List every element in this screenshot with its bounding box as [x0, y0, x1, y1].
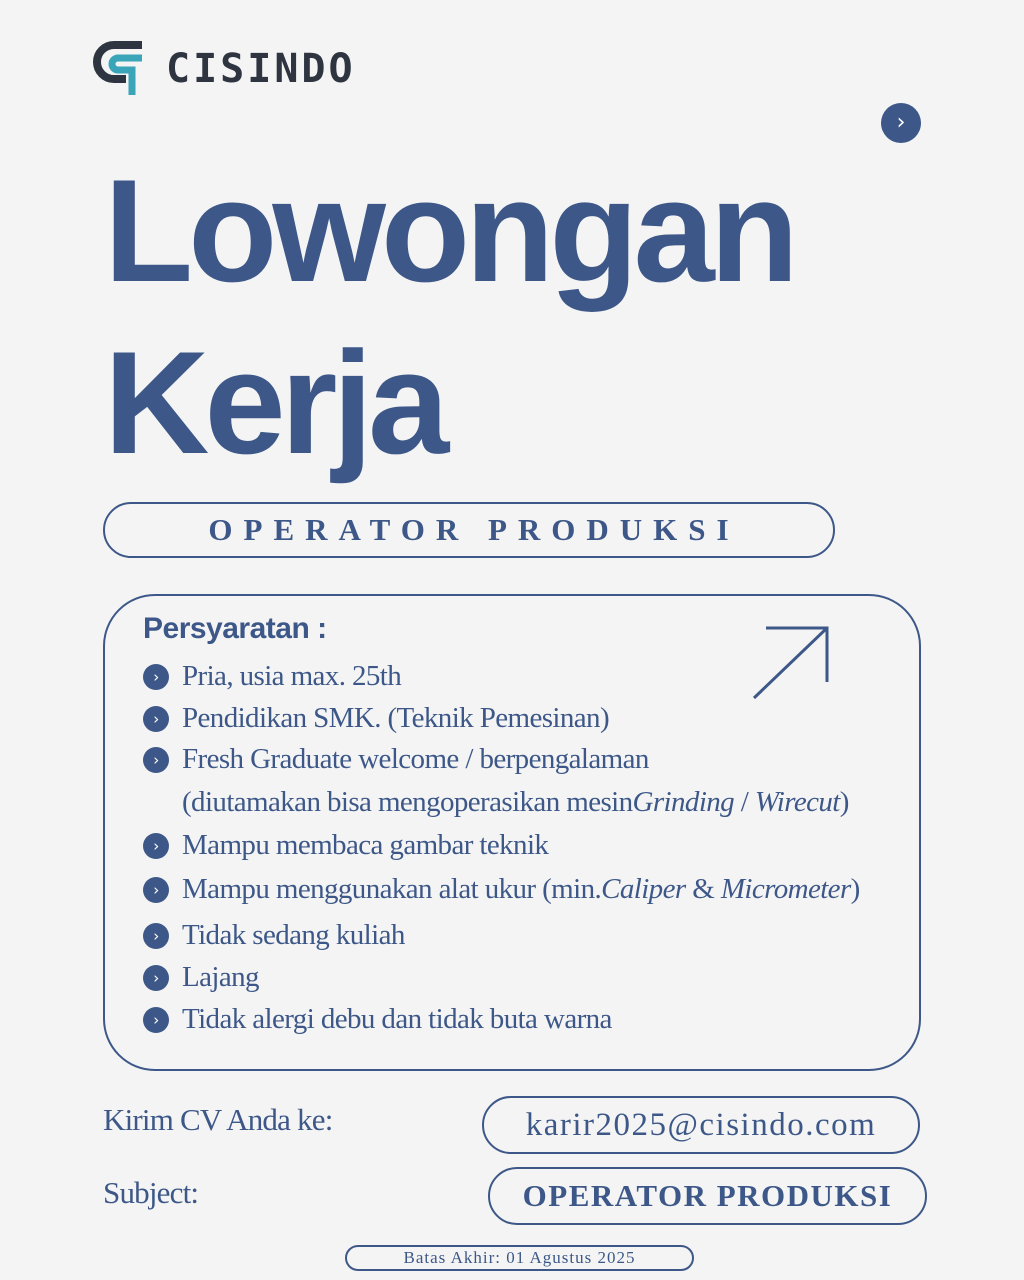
- chevron-bullet-icon: ›: [143, 923, 169, 949]
- requirement-item: [143, 697, 609, 739]
- requirement-text-part: (diutamakan bisa mengoperasikan mesin: [182, 786, 633, 818]
- cisindo-logo-icon: [92, 40, 148, 98]
- requirement-text: Tidak sedang kuliah: [182, 919, 405, 951]
- requirement-text-italic: Wirecut: [754, 786, 840, 818]
- requirement-item: [143, 655, 401, 697]
- title-line-1: Lowongan: [104, 149, 794, 312]
- chevron-bullet-icon: ›: [143, 833, 169, 859]
- chevron-bullet-icon: ›: [143, 877, 169, 903]
- requirement-item-continued: [182, 781, 849, 823]
- subject-value: OPERATOR PRODUKSI: [488, 1167, 927, 1225]
- page-title: [104, 145, 904, 489]
- deadline-badge: Batas Akhir: 01 Agustus 2025: [345, 1245, 694, 1271]
- requirement-item: [143, 956, 259, 998]
- requirement-text-part: ): [850, 873, 860, 905]
- requirement-text-italic: Caliper: [601, 873, 686, 905]
- chevron-bullet-icon: ›: [143, 1007, 169, 1033]
- subject-label: Subject:: [103, 1175, 199, 1210]
- chevron-bullet-icon: ›: [143, 747, 169, 773]
- chevron-bullet-icon: ›: [143, 965, 169, 991]
- requirement-text: Pria, usia max. 25th: [182, 660, 402, 692]
- requirement-text-part: Mampu menggunakan alat ukur (min.: [182, 873, 602, 905]
- requirement-text: Mampu membaca gambar teknik: [182, 829, 549, 861]
- brand-name: CISINDO: [166, 46, 356, 92]
- email-link[interactable]: karir2025@cisindo.com: [482, 1096, 920, 1154]
- requirement-text-italic: Micrometer: [720, 873, 851, 905]
- title-line-2: Kerja: [104, 321, 445, 484]
- requirement-text: Pendidikan SMK. (Teknik Pemesinan): [182, 702, 610, 734]
- requirement-text-part: /: [734, 786, 755, 818]
- next-button[interactable]: [881, 103, 921, 143]
- position-badge: OPERATOR PRODUKSI: [103, 502, 835, 558]
- requirement-item: [143, 914, 405, 956]
- requirement-text: Fresh Graduate welcome / berpengalaman: [182, 743, 649, 775]
- brand-logo: [92, 40, 356, 98]
- chevron-right-icon: ›: [896, 110, 906, 135]
- chevron-bullet-icon: ›: [143, 664, 169, 690]
- requirement-text: Tidak alergi debu dan tidak buta warna: [182, 1003, 612, 1035]
- requirement-text: Lajang: [182, 961, 259, 993]
- arrow-up-right-icon: [750, 622, 834, 702]
- requirement-item: [143, 998, 612, 1040]
- requirement-text-part: ): [839, 786, 849, 818]
- requirements-title: Persyaratan :: [143, 612, 327, 645]
- requirement-text-part: &: [685, 873, 721, 905]
- requirement-text-italic: Grinding: [632, 786, 735, 818]
- requirement-item: [143, 738, 649, 780]
- requirement-item: [143, 868, 860, 910]
- chevron-bullet-icon: ›: [143, 706, 169, 732]
- requirement-item: [143, 824, 548, 866]
- send-cv-label: Kirim CV Anda ke:: [103, 1102, 333, 1137]
